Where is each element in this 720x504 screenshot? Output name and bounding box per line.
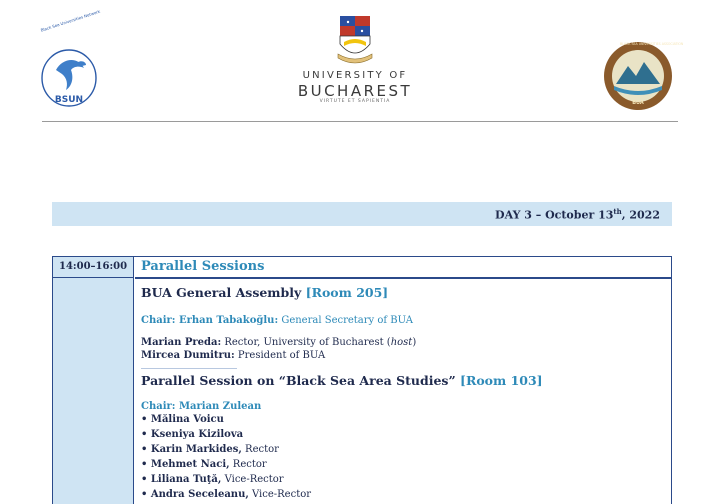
- university-crest: [334, 14, 376, 70]
- header-divider: [42, 121, 678, 122]
- page-header: [0, 0, 720, 125]
- list-item: [141, 474, 284, 485]
- list-item: [141, 489, 311, 500]
- chair-line: [141, 315, 413, 326]
- university-name-line2: BUCHAREST: [297, 82, 413, 100]
- chair-value: General Secretary of BUA: [281, 315, 413, 326]
- list-item: [141, 444, 279, 455]
- participant-name: Mircea Dumitru:: [141, 350, 235, 361]
- university-name-line1: UNIVERSITY OF: [302, 70, 408, 81]
- time-cell: [53, 257, 133, 278]
- participant-name: • Mehmet Naci,: [141, 459, 230, 470]
- time-column: [53, 257, 134, 504]
- university-name: [290, 70, 420, 104]
- block-heading-general-assembly: [141, 285, 388, 300]
- day-heading-prefix: DAY 3 – October 13: [495, 208, 614, 222]
- participant-name: Marian Preda:: [141, 337, 222, 348]
- bua-logo: [602, 40, 674, 112]
- participant-role: Rector: [229, 459, 267, 470]
- session-time: 14:00–16:00: [59, 261, 128, 272]
- list-item: [141, 429, 243, 440]
- day-heading-suffix: , 2022: [621, 208, 660, 222]
- university-motto: VIRTUTE ET SAPIENTIA: [319, 99, 391, 104]
- participant-name: • Karin Markides,: [141, 444, 242, 455]
- row-divider: [135, 277, 671, 279]
- chair-line: [141, 401, 261, 412]
- participant-name: • Andra Seceleanu,: [141, 489, 249, 500]
- block-heading-text: BUA General Assembly: [141, 285, 302, 300]
- room-label: [Room 205]: [305, 285, 389, 300]
- day-heading-sup: th: [613, 207, 622, 216]
- day-heading: [495, 207, 660, 222]
- bua-abbr: BUA: [632, 100, 644, 106]
- block-heading-text: Parallel Session on “Black Sea Area Studies”: [141, 373, 456, 388]
- participant-name: • Liliana Tuţă,: [141, 474, 222, 485]
- room-label: [Room 103]: [460, 373, 543, 388]
- participant-role: Vice-Rector: [221, 474, 284, 485]
- bua-ring-text: BLACK SEA UNIVERSITIES ASSOCIATION: [620, 42, 684, 46]
- participant-role-end: ): [412, 337, 417, 348]
- schedule-table: [52, 256, 672, 504]
- list-item: [141, 459, 267, 470]
- chair-label: Chair: Marian Zulean: [141, 401, 262, 412]
- bsun-abbr: BSUN: [54, 95, 84, 105]
- participant-role-host: host: [390, 337, 413, 348]
- chair-label: Chair: Erhan Tabakoğlu:: [141, 315, 279, 326]
- participant-name: • Kseniya Kizilova: [141, 429, 244, 440]
- participant-line: [141, 350, 325, 361]
- session-title: Parallel Sessions: [141, 259, 265, 274]
- participant-role: Rector: [241, 444, 279, 455]
- participant-role: Rector, University of Bucharest (: [224, 337, 391, 348]
- participant-line: [141, 337, 416, 348]
- bsun-ring-text: Black Sea Universities Network: [40, 8, 101, 33]
- day-banner: [52, 202, 672, 226]
- list-item: [141, 414, 224, 425]
- block-heading-area-studies: [141, 373, 543, 388]
- block-separator: [141, 368, 237, 369]
- participant-role: President of BUA: [237, 350, 326, 361]
- participant-name: • Mălina Voicu: [141, 414, 224, 425]
- bsun-logo: [38, 40, 100, 110]
- participant-role: Vice-Rector: [248, 489, 312, 500]
